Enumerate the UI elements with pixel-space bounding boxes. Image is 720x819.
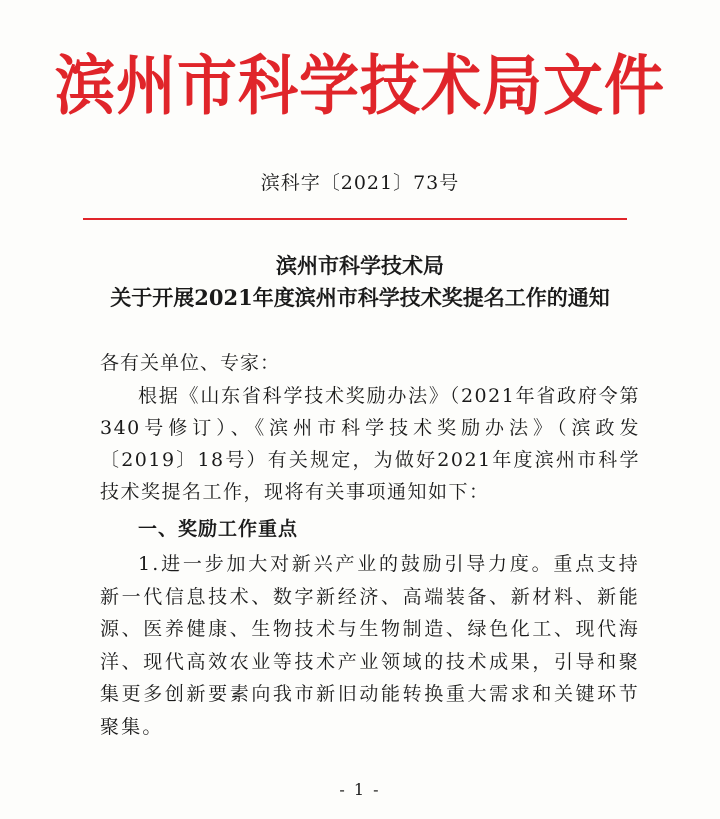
red-divider-line <box>83 218 627 220</box>
document-header-title: 滨州市科学技术局文件 <box>55 48 665 125</box>
bleed-through-text <box>0 6 720 32</box>
section-heading: 一、奖励工作重点 <box>138 518 299 540</box>
section-paragraph: 1.进一步加大对新兴产业的鼓励引导力度。重点支持新一代信息技术、数字新经济、高端装备、新材料、新能源、医养健康、生物技术与生物制造、绿色化工、现代海洋、现代高效农业等技术产业领域的技术成果，引导和聚集更多创新要素向我市新旧动能转换重大需求和关键环节聚集。 <box>100 553 640 738</box>
intro-paragraph: 根据《山东省科学技术奖励办法》（2021年省政府令第340号修订）、《滨州市科学技术奖励办法》（滨政发〔2019〕18号）有关规定，为做好2021年度滨州市科学技术奖提名工作，现将有关事项通知如下： <box>100 385 640 503</box>
salutation: 各有关单位、专家： <box>100 352 281 374</box>
document-number: 滨科字〔2021〕73号 <box>260 172 460 194</box>
notice-title-line-2: 关于开展2021年度滨州市科学技术奖提名工作的通知 <box>110 285 610 310</box>
page-number: - 1 - <box>339 780 381 799</box>
notice-title-line-1: 滨州市科学技术局 <box>276 253 444 278</box>
